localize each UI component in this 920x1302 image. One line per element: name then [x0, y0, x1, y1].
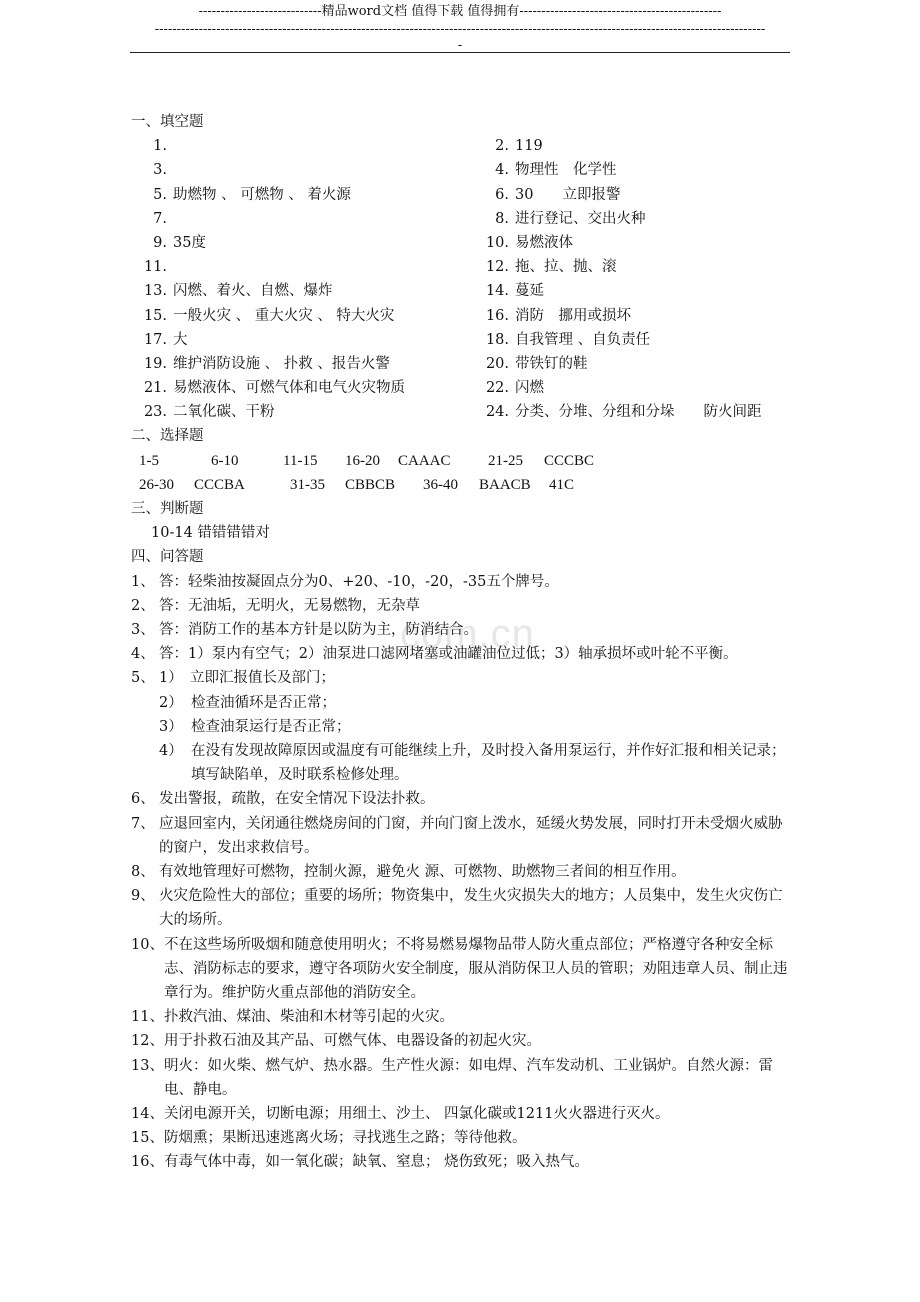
- fill-blank-item: [131, 255, 471, 279]
- fill-blank-number: 23.: [143, 404, 167, 421]
- fill-blank-number: 10.: [485, 234, 509, 251]
- fill-blank-answer: 易燃液体、可燃气体和电气火灾物质: [173, 380, 405, 397]
- qa-answer: 发出警报，疏散，在安全情况下设法扑救。: [159, 791, 435, 808]
- fill-blank-item: [471, 376, 796, 400]
- qa-item: [131, 812, 796, 860]
- fill-blank-number: 16.: [485, 307, 509, 324]
- fill-blank-answer: 119: [515, 138, 543, 155]
- qa-answer: 火灾危险性大的部位；重要的场所；物资集中，发生火灾损失大的地方；人员集中，发生火灾伤亡大的场所。: [159, 888, 783, 929]
- fill-blank-grid: [131, 134, 796, 424]
- qa-number: 10、: [131, 936, 164, 953]
- fill-blank-answer: 易燃液体: [515, 234, 573, 251]
- qa-item: [131, 1126, 796, 1150]
- fill-blank-number: 1.: [153, 138, 167, 155]
- choice-cell: CCCBC: [544, 452, 595, 469]
- qa-answer: 1） 立即汇报值长及部门；: [159, 670, 335, 687]
- qa-number: 14、: [131, 1106, 164, 1123]
- qa-number: 7、: [131, 815, 155, 832]
- choice-row-2: [131, 473, 796, 497]
- fill-blank-number: 8.: [495, 210, 509, 227]
- fill-blank-number: 24.: [485, 404, 509, 421]
- answer-document: [131, 110, 796, 1175]
- qa-answer: 有效地管理好可燃物，控制火源，避免火 源、可燃物、助燃物三者间的相互作用。: [159, 864, 686, 880]
- fill-blank-number: 14.: [485, 283, 509, 300]
- qa-number: 4）: [159, 742, 183, 759]
- fill-blank-number: 21.: [143, 380, 167, 397]
- choice-cell: 36-40: [423, 476, 458, 493]
- section-choice-title: 二、选择题: [131, 428, 204, 445]
- fill-blank-item: [131, 352, 471, 376]
- fill-blank-answer: 35度: [173, 234, 206, 251]
- qa-answer: 检查油循环是否正常；: [191, 694, 336, 711]
- fill-blank-item: [131, 134, 471, 158]
- qa-number: 3、: [131, 621, 155, 638]
- qa-number: 16、: [131, 1154, 164, 1171]
- qa-item: [131, 642, 796, 666]
- qa-item: [131, 787, 796, 811]
- qa-answer: 用于扑救石油及其产品、可燃气体、电器设备的初起火灾。: [163, 1033, 541, 1050]
- qa-answer: 关闭电源开关，切断电源；用细土、沙土、 四氯化碳或1211火火器进行灭火。: [163, 1106, 670, 1123]
- fill-blank-item: [131, 183, 471, 207]
- fill-blank-answer: 进行登记、交出火种: [515, 210, 646, 227]
- qa-number: 9、: [131, 888, 155, 905]
- fill-blank-item: [471, 134, 796, 158]
- fill-blank-answer: 大: [173, 331, 188, 348]
- fill-blank-item: [471, 279, 796, 303]
- fill-blank-answer: 蔓延: [515, 283, 544, 300]
- fill-blank-item: [471, 304, 796, 328]
- qa-answer: 防烟熏；果断迅速逃离火场；寻找逃生之路；等待他救。: [163, 1130, 527, 1147]
- qa-number: 11、: [131, 1009, 164, 1026]
- fill-blank-number: 9.: [153, 234, 167, 251]
- fill-blank-item: [131, 328, 471, 352]
- fill-blank-number: 11.: [143, 259, 167, 276]
- fill-blank-answer: 一般火灾 、 重大火灾 、 特大火灾: [173, 307, 395, 324]
- fill-blank-answer: 消防 挪用或损坏: [515, 307, 631, 324]
- fill-blank-answer: 闪燃: [515, 380, 544, 397]
- choice-cell: 6-10: [211, 452, 239, 469]
- fill-blank-number: 6.: [495, 186, 509, 203]
- qa-number: 2）: [159, 694, 183, 711]
- choice-cell: 26-30: [139, 476, 174, 493]
- qa-answer: 在没有发现故障原因或温度有可能继续上升，及时投入备用泵运行，并作好汇报和相关记录；填写缺陷单，及时联系检修处理。: [191, 742, 786, 784]
- qa-item: [131, 1102, 796, 1126]
- fill-blank-number: 3.: [153, 162, 167, 179]
- choice-cell: 16-20: [345, 452, 380, 469]
- qa-answer: 检查油泵运行是否正常；: [191, 718, 351, 735]
- qa-subitem: [131, 691, 796, 715]
- fill-blank-answer: 拖、拉、抛、滚: [515, 259, 617, 276]
- fill-blank-item: [471, 158, 796, 182]
- choice-cell: CBBCB: [345, 476, 396, 493]
- choice-cell: 21-25: [488, 452, 523, 469]
- fill-blank-number: 7.: [153, 210, 167, 227]
- qa-number: 8、: [131, 864, 155, 880]
- choice-cell: BAACB: [479, 476, 531, 493]
- fill-blank-answer: 30 立即报警: [515, 186, 621, 203]
- qa-answer: 不在这些场所吸烟和随意使用明火；不将易燃易爆物品带人防火重点部位；严格遵守各种安全标志、消防标志的要求，遵守各项防火安全制度，服从消防保卫人员的管职；劝阻违章人员、制止违章行为。维护防火重点部他的消防安全。: [163, 936, 788, 1002]
- qa-item: [131, 1005, 796, 1029]
- qa-answer: 明火：如火柴、燃气炉、热水器。生产性火源：如电焊、汽车发动机、工业锅炉。自然火源：雷电、静电。: [163, 1057, 773, 1098]
- qa-item: [131, 666, 796, 690]
- fill-blank-number: 18.: [485, 331, 509, 348]
- fill-blank-item: [471, 352, 796, 376]
- fill-blank-item: [471, 231, 796, 255]
- fill-blank-number: 19.: [143, 355, 167, 372]
- fill-blank-answer: 自我管理 、自负责任: [515, 331, 651, 348]
- judge-answers: 10-14 错错错错对: [151, 525, 270, 542]
- choice-cell: 11-15: [283, 452, 318, 469]
- fill-blank-item: [131, 207, 471, 231]
- choice-cell: CAAAC: [398, 452, 451, 469]
- fill-blank-answer: 闪燃、着火、自燃、爆炸: [173, 283, 333, 300]
- fill-blank-item: [471, 207, 796, 231]
- qa-answer: 答：轻柴油按凝固点分为0、+20、-10，-20，-35五个牌号。: [159, 573, 559, 590]
- fill-blank-item: [131, 231, 471, 255]
- qa-number: 1、: [131, 573, 155, 590]
- qa-item: [131, 570, 796, 594]
- qa-item: [131, 933, 796, 1006]
- section-fill-blank-title: 一、填空题: [131, 114, 204, 130]
- header-dash-line: -------------------------------------------------------------------------------------------------------------------------------------------: [154, 22, 766, 37]
- fill-blank-answer: 助燃物 、 可燃物 、 着火源: [173, 186, 351, 203]
- header-dash-tail: -: [457, 38, 463, 53]
- qa-item: [131, 594, 796, 618]
- fill-blank-answer: 带铁钉的鞋: [515, 355, 588, 372]
- watermark: com.cn: [400, 612, 535, 656]
- fill-blank-item: [471, 328, 796, 352]
- qa-number: 2、: [131, 597, 155, 614]
- choice-cell: 31-35: [290, 476, 325, 493]
- fill-blank-number: 15.: [143, 307, 167, 324]
- fill-blank-item: [131, 376, 471, 400]
- qa-answer: 答：消防工作的基本方针是以防为主，防消结合。: [159, 621, 478, 638]
- fill-blank-number: 22.: [485, 380, 509, 397]
- qa-number: 6、: [131, 791, 155, 808]
- qa-subitem: [131, 739, 796, 787]
- qa-number: 15、: [131, 1130, 164, 1147]
- choice-cell: CCCBA: [194, 476, 245, 493]
- fill-blank-item: [471, 255, 796, 279]
- fill-blank-item: [131, 158, 471, 182]
- fill-blank-number: 5.: [153, 186, 167, 203]
- fill-blank-number: 2.: [495, 138, 509, 155]
- section-qa-title: 四、问答题: [131, 549, 204, 566]
- qa-item: [131, 618, 796, 642]
- qa-answer: 扑救汽油、煤油、柴油和木材等引起的火灾。: [163, 1009, 454, 1026]
- fill-blank-number: 17.: [143, 331, 167, 348]
- fill-blank-item: [131, 400, 471, 424]
- qa-subitem: [131, 715, 796, 739]
- qa-number: 3）: [159, 718, 183, 735]
- header-banner: ----------------------------精品word文档 值得下载 值得拥有----------------------------------------------: [198, 4, 722, 19]
- qa-item: [131, 1029, 796, 1053]
- choice-row-1: [131, 449, 796, 473]
- header-rule: [130, 52, 790, 53]
- qa-answer: 有毒气体中毒，如一氧化碳；缺氧、窒息； 烧伤致死；吸入热气。: [163, 1154, 590, 1171]
- fill-blank-item: [131, 279, 471, 303]
- qa-answer: 答：无油垢，无明火，无易燃物，无杂草: [159, 597, 420, 614]
- qa-item: [131, 1150, 796, 1174]
- fill-blank-item: [471, 400, 796, 424]
- fill-blank-item: [131, 304, 471, 328]
- fill-blank-item: [471, 183, 796, 207]
- fill-blank-number: 12.: [485, 259, 509, 276]
- qa-item: [131, 1054, 796, 1102]
- qa-number: 4、: [131, 646, 155, 663]
- fill-blank-answer: 物理性 化学性: [515, 162, 617, 179]
- qa-answer: 应退回室内，关闭通往燃烧房间的门窗，并向门窗上泼水，延缓火势发展，同时打开未受烟火威胁的窗户，发出求救信号。: [159, 815, 783, 856]
- choice-cell: 41C: [549, 476, 575, 493]
- fill-blank-answer: 维护消防设施 、 扑救 、报告火警: [173, 355, 390, 372]
- qa-item: [131, 860, 796, 884]
- qa-item: [131, 884, 796, 932]
- qa-list: [131, 570, 796, 1175]
- fill-blank-number: 4.: [495, 162, 509, 179]
- choice-cell: 1-5: [139, 452, 159, 469]
- qa-answer: 答：1）泵内有空气；2）油泵进口滤网堵塞或油罐油位过低；3）轴承损坏或叶轮不平衡。: [159, 646, 738, 663]
- section-judge-title: 三、判断题: [131, 501, 204, 517]
- qa-number: 12、: [131, 1033, 164, 1050]
- fill-blank-answer: 分类、分堆、分组和分垛 防火间距: [515, 404, 762, 421]
- qa-number: 5、: [131, 670, 155, 687]
- fill-blank-number: 13.: [143, 283, 167, 300]
- fill-blank-number: 20.: [485, 355, 509, 372]
- qa-number: 13、: [131, 1057, 164, 1074]
- fill-blank-answer: 二氧化碳、干粉: [173, 404, 275, 421]
